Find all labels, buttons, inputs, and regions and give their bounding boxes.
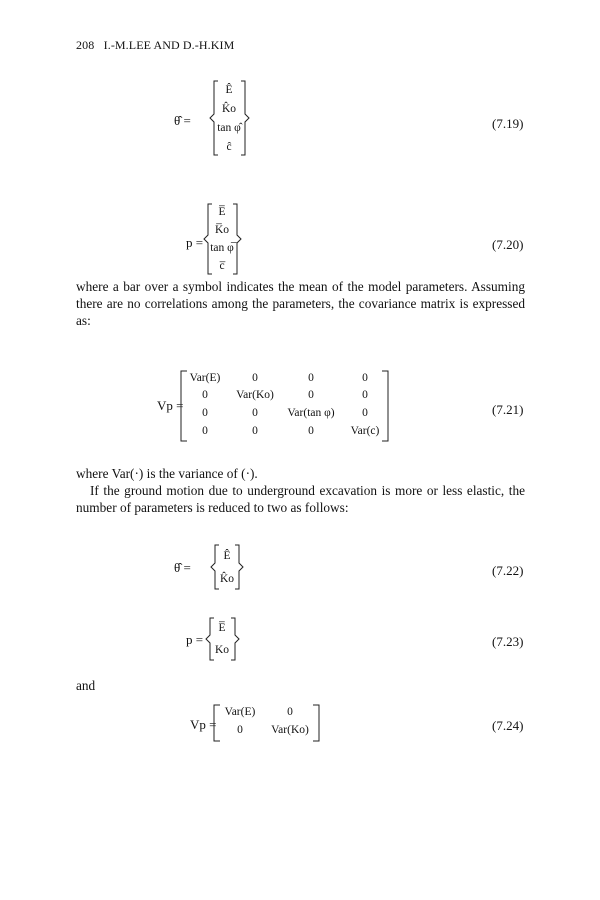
- matrix-cell: 0: [252, 407, 258, 419]
- vector-entry: ĉ: [226, 140, 232, 153]
- equation-number: (7.23): [492, 634, 524, 649]
- running-header: [76, 38, 234, 53]
- right-bracket: [381, 370, 389, 442]
- equation-number: (7.19): [492, 116, 524, 131]
- paragraph: where a bar over a symbol indicates the mean of the model parameters. Assuming there are no correlations among the parameters, the covariance matrix is expressed as:: [76, 279, 525, 328]
- eq-7-19-lhs: θ̂ =: [174, 113, 191, 128]
- matrix-cell: Var(tan φ): [287, 407, 335, 419]
- matrix-row: [185, 407, 385, 423]
- eq-7-23-lhs: p =: [186, 632, 204, 647]
- vector-entry: K̂o: [219, 572, 235, 585]
- matrix-cell: 0: [308, 372, 314, 384]
- matrix-cell: 0: [362, 372, 368, 384]
- matrix-cell: 0: [202, 425, 208, 437]
- matrix-cell: 0: [237, 724, 243, 736]
- matrix-cell: 0: [308, 425, 314, 437]
- eq-7-24-lhs: Vp =: [190, 717, 217, 732]
- right-brace: [240, 80, 250, 156]
- matrix-cell: 0: [252, 372, 258, 384]
- matrix-cell: Var(c): [350, 425, 380, 437]
- equation-number: (7.21): [492, 402, 524, 417]
- matrix-cell: Var(E): [224, 706, 256, 718]
- matrix-row: [185, 425, 385, 441]
- vector-entry: K̅o: [214, 224, 230, 236]
- matrix-row: [218, 706, 318, 722]
- matrix-row: [185, 372, 385, 388]
- paragraph: If the ground motion due to underground excavation is more or less elastic, the number of parameters is reduced to two as follows:: [76, 483, 525, 515]
- matrix-cell: 0: [362, 389, 368, 401]
- author-names: I.-M.LEE AND D.-H.KIM: [103, 38, 235, 52]
- matrix-cell: 0: [202, 407, 208, 419]
- eq-7-20-lhs: p =: [186, 235, 204, 250]
- matrix-cell: Var(E): [189, 372, 221, 384]
- right-brace: [230, 617, 240, 661]
- vector-entry: E̅: [218, 206, 226, 218]
- matrix-cell: 0: [252, 425, 258, 437]
- eq-7-21-lhs: Vp =: [157, 398, 184, 413]
- equation-number: (7.24): [492, 718, 524, 733]
- matrix-cell: 0: [287, 706, 293, 718]
- matrix-cell: Var(Ko): [271, 724, 309, 736]
- eq-7-24-matrix: [218, 704, 318, 742]
- matrix-cell: 0: [362, 407, 368, 419]
- vector-entry: E̅: [218, 622, 226, 634]
- vector-entry: Ê: [225, 83, 233, 96]
- matrix-cell: Var(Ko): [236, 389, 274, 401]
- eq-7-21-matrix: [185, 370, 385, 442]
- eq-7-22-lhs: θ̂ =: [174, 560, 191, 575]
- vector-entry: tan φ̂: [217, 121, 241, 134]
- vector-entry: tan φ̅: [210, 242, 234, 254]
- matrix-row: [218, 724, 318, 740]
- vector-entry: Ko: [214, 644, 230, 656]
- vector-entry: c̅: [219, 260, 225, 272]
- right-brace: [234, 544, 244, 590]
- paragraph: and: [76, 678, 96, 693]
- matrix-cell: 0: [308, 389, 314, 401]
- equation-number: (7.22): [492, 563, 524, 578]
- matrix-row: [185, 389, 385, 405]
- vector-entry: K̂o: [221, 102, 237, 115]
- paragraph: where Var(·) is the variance of (·).: [76, 466, 258, 481]
- right-brace: [232, 203, 242, 275]
- right-bracket: [312, 704, 320, 742]
- page-number: 208: [76, 38, 95, 52]
- equation-number: (7.20): [492, 237, 524, 252]
- vector-entry: Ê: [223, 549, 231, 562]
- matrix-cell: 0: [202, 389, 208, 401]
